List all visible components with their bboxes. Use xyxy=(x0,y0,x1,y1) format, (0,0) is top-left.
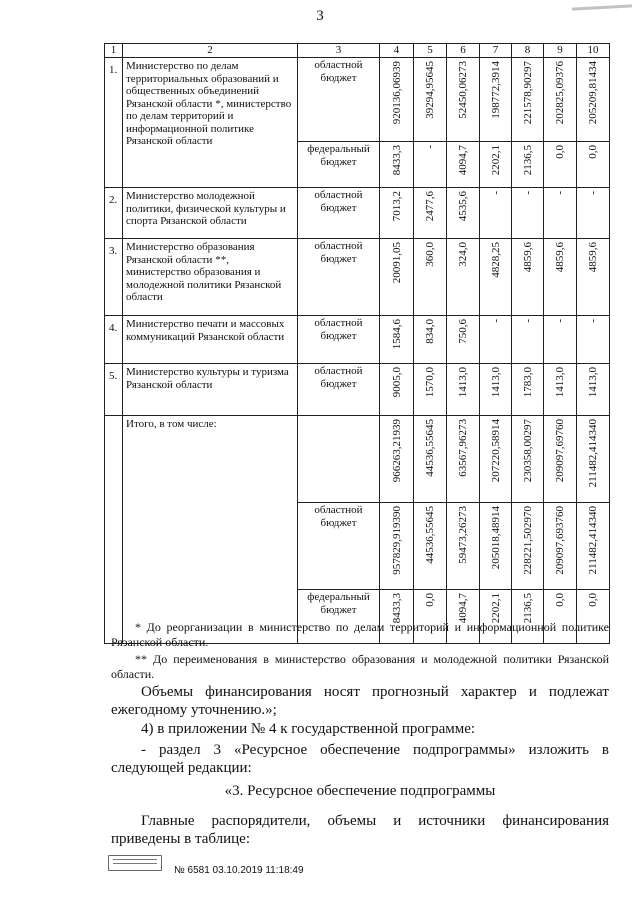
value-cell: 4535,6 xyxy=(457,191,469,222)
value-cell: - xyxy=(424,145,436,149)
value-cell: 1584,6 xyxy=(390,319,403,350)
value-cell: 1570,0 xyxy=(424,367,436,398)
value-cell: 39294,95645 xyxy=(424,61,436,119)
value-cell: - xyxy=(554,191,566,195)
funding-source: областной бюджет xyxy=(298,188,380,239)
funding-source: областной бюджет xyxy=(298,58,380,142)
value-cell: 2136,5 xyxy=(521,145,534,176)
value-cell: - xyxy=(489,319,502,323)
value-cell: 211482,414340 xyxy=(587,506,599,575)
value-cell: 2136,5 xyxy=(521,593,534,624)
value-cell: 2202,1 xyxy=(489,145,502,176)
ministry-name: Министерство образования Рязанской области **, министерство образования и молодежной политики Рязанской области xyxy=(123,239,298,316)
ministry-name: Министерство печати и массовых коммуникаций Рязанской области xyxy=(123,316,298,364)
paragraph-appendix: 4) в приложении № 4 к государственной программе: xyxy=(141,721,476,737)
value-cell: 4094,7 xyxy=(457,593,469,624)
value-cell: 920136,06939 xyxy=(390,61,403,125)
value-cell: 209097,69760 xyxy=(554,419,566,483)
table-header-row xyxy=(105,44,610,58)
funding-source: областной бюджет xyxy=(298,316,380,364)
value-cell: 957829,919390 xyxy=(390,506,403,575)
footnote-2: ** До переименования в министерство образования и молодежной политики Рязанской области. xyxy=(111,652,609,681)
value-cell: 221578,90297 xyxy=(521,61,534,125)
value-cell: 205018,48914 xyxy=(489,506,502,570)
value-cell: 4859,6 xyxy=(554,242,566,273)
value-cell: 198772,3914 xyxy=(489,61,502,119)
value-cell: 44536,55645 xyxy=(424,506,436,564)
value-cell: 0,0 xyxy=(587,593,599,607)
header-cell: 3 xyxy=(298,44,380,58)
value-cell: 52450,06273 xyxy=(457,61,469,119)
value-cell: 1413,0 xyxy=(587,367,599,398)
total-label: Итого, в том числе: xyxy=(123,416,298,644)
funding-source xyxy=(298,416,380,503)
value-cell: 1413,0 xyxy=(554,367,566,398)
value-cell: 324,0 xyxy=(457,242,469,267)
header-cell: 8 xyxy=(512,44,544,58)
header-cell: 9 xyxy=(544,44,577,58)
document-registration-stamp: № 6581 03.10.2019 11:18:49 xyxy=(174,865,304,876)
table-row xyxy=(105,239,610,316)
paragraph-main-managers: Главные распорядители, объемы и источники финансирования приведены в таблице: xyxy=(111,813,609,847)
value-cell: 20091,05 xyxy=(390,242,403,284)
value-cell: 1413,0 xyxy=(457,367,469,398)
section-heading: «3. Ресурсное обеспечение подпрограммы xyxy=(224,783,496,799)
table-row xyxy=(105,316,610,364)
value-cell: 2477,6 xyxy=(424,191,436,222)
ministry-name: Министерство культуры и туризма Рязанской области xyxy=(123,364,298,416)
table-row-total xyxy=(105,416,610,503)
row-number: 3. xyxy=(105,239,123,316)
value-cell: 4094,7 xyxy=(457,145,469,176)
value-cell: - xyxy=(489,191,502,195)
building-seal-icon xyxy=(108,855,162,871)
funding-source: областной бюджет xyxy=(298,503,380,590)
value-cell: 44536,55645 xyxy=(424,419,436,477)
row-number: 5. xyxy=(105,364,123,416)
row-number: 1. xyxy=(105,58,123,188)
row-number xyxy=(105,416,123,644)
value-cell: 750,6 xyxy=(457,319,469,344)
header-cell: 7 xyxy=(480,44,512,58)
row-number: 2. xyxy=(105,188,123,239)
value-cell: 1413,0 xyxy=(489,367,502,398)
value-cell: - xyxy=(521,319,534,323)
value-cell: 63567,96273 xyxy=(457,419,469,477)
value-cell: 8433,3 xyxy=(390,593,403,624)
footnote-1: * До реорганизации в министерство по делам территорий и информационной политике Рязанской области. xyxy=(111,620,609,649)
value-cell: 360,0 xyxy=(424,242,436,267)
value-cell: 2202,1 xyxy=(489,593,502,624)
value-cell: 207220,58914 xyxy=(489,419,502,483)
value-cell: 230358,00297 xyxy=(521,419,534,483)
paragraph-section: - раздел 3 «Ресурсное обеспечение подпрограммы» изложить в следующей редакции: xyxy=(111,742,609,776)
value-cell: - xyxy=(521,191,534,195)
value-cell: 0,0 xyxy=(554,593,566,607)
value-cell: - xyxy=(587,191,599,195)
value-cell: 4859,6 xyxy=(521,242,534,273)
ministry-name: Министерство молодежной политики, физической культуры и спорта Рязанской области xyxy=(123,188,298,239)
value-cell: 7013,2 xyxy=(390,191,403,222)
value-cell: 0,0 xyxy=(554,145,566,159)
value-cell: 205209,81434 xyxy=(587,61,599,125)
table-row xyxy=(105,58,610,142)
value-cell: 1783,0 xyxy=(521,367,534,398)
financing-table xyxy=(104,43,610,644)
row-number: 4. xyxy=(105,316,123,364)
funding-source: федеральный бюджет xyxy=(298,590,380,644)
value-cell: 4859,6 xyxy=(587,242,599,273)
value-cell: 202825,09376 xyxy=(554,61,566,125)
header-cell: 1 xyxy=(105,44,123,58)
header-cell: 5 xyxy=(414,44,447,58)
header-cell: 4 xyxy=(380,44,414,58)
value-cell: - xyxy=(554,319,566,323)
value-cell: 8433,3 xyxy=(390,145,403,176)
value-cell: 0,0 xyxy=(424,593,436,607)
value-cell: 211482,414340 xyxy=(587,419,599,488)
table-row xyxy=(105,364,610,416)
funding-source: областной бюджет xyxy=(298,364,380,416)
header-cell: 6 xyxy=(447,44,480,58)
header-cell: 2 xyxy=(123,44,298,58)
value-cell: 0,0 xyxy=(587,145,599,159)
page-number: 3 xyxy=(316,8,324,24)
ministry-name: Министерство по делам территориальных образований и общественных объединений Рязанской области *, министерство по делам территорий и информационной политике Рязанской области xyxy=(123,58,298,188)
value-cell: 966263,21939 xyxy=(390,419,403,483)
value-cell: 59473,26273 xyxy=(457,506,469,564)
table-row xyxy=(105,188,610,239)
paragraph-financing-note: Объемы финансирования носят прогнозный характер и подлежат ежегодному уточнению.»; xyxy=(111,684,609,718)
funding-source: федеральный бюджет xyxy=(298,142,380,188)
value-cell: 834,0 xyxy=(424,319,436,344)
value-cell: 9005,0 xyxy=(390,367,403,398)
value-cell: 4828,25 xyxy=(489,242,502,278)
value-cell: 209097,693760 xyxy=(554,506,566,575)
value-cell: 228221,502970 xyxy=(521,506,534,575)
funding-source: областной бюджет xyxy=(298,239,380,316)
header-cell: 10 xyxy=(577,44,610,58)
value-cell: - xyxy=(587,319,599,323)
